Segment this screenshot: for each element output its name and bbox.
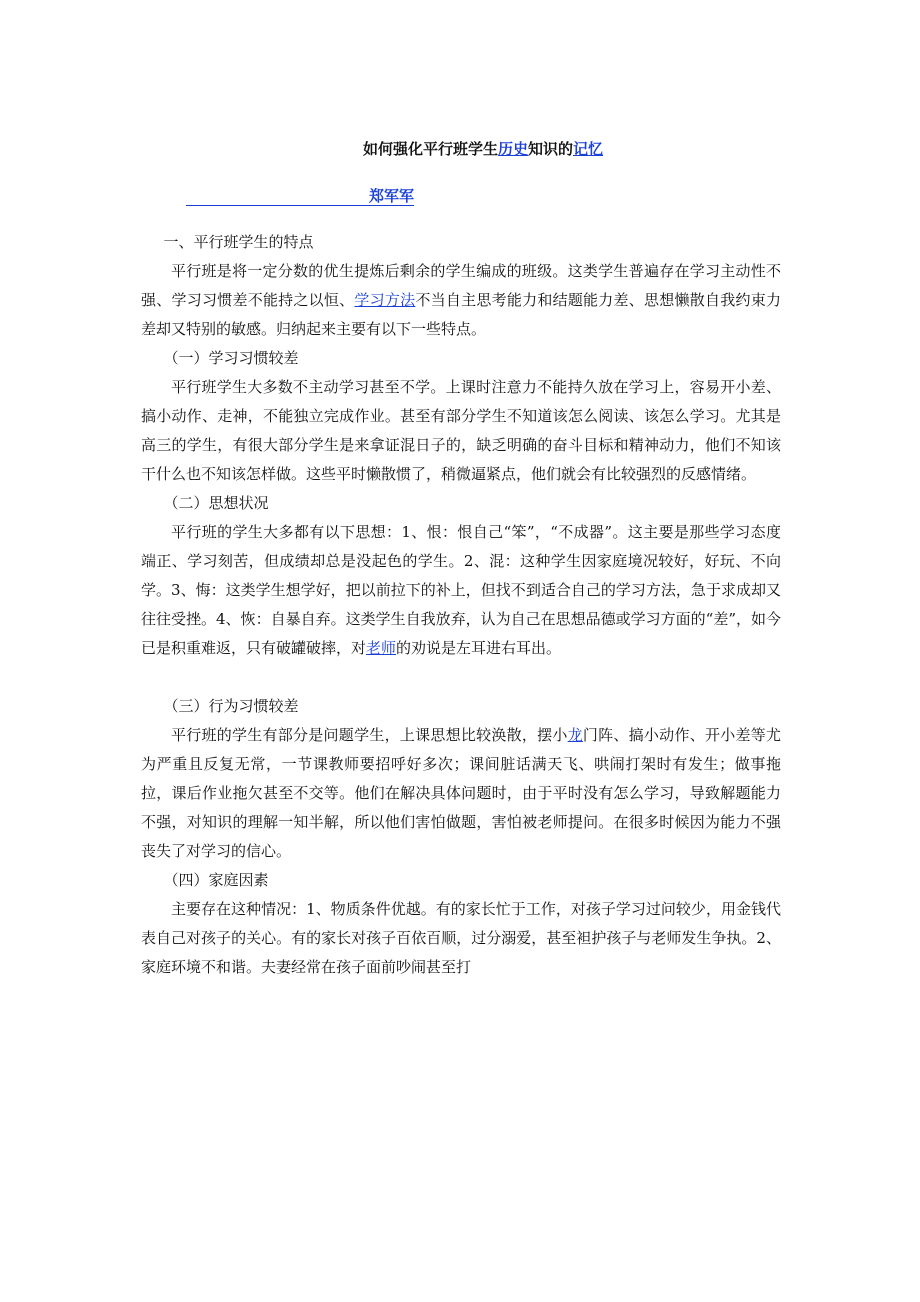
paragraph-text: 平行班的学生大多都有以下思想：1、恨：恨自己“笨”，“不成器”。这主要是那些学习态度端正、学习刻苦，但成绩却总是没起色的学生。2、混：这种学生因家庭境况较好，好玩、不向学。3、悔：这类学生想学好，把以前拉下的补上，但找不到适合自己的学习方法，急于求成却又往往受挫。4、恢：自暴自弃。这类学生自我放弃，认为自己在思想品德或学习方面的“差”，如今已是积重难返，只有破罐破摔，对: [141, 523, 781, 657]
paragraph: [141, 518, 781, 663]
study-method-link[interactable]: 学习方法: [354, 291, 416, 309]
paragraph: 主要存在这种情况：1、物质条件优越。有的家长忙于工作，对孩子学习过问较少，用金钱代表自己对孩子的关心。有的家长对孩子百依百顺，过分溺爱，甚至袒护孩子与老师发生争执。2、家庭环境不和谐。夫妻经常在孩子面前吵闹甚至打: [141, 900, 781, 976]
paragraph-text: 不当自主思考能力和结题能力差、思想懒散自我约束力差却又特别的敏感。归纳起来主要有以下一些特点。: [141, 291, 781, 338]
teacher-link[interactable]: 老师: [366, 639, 397, 657]
section-heading: 一、平行班学生的特点: [163, 233, 314, 251]
paragraph: [141, 721, 781, 866]
document-body: [141, 228, 781, 982]
subsection-heading: （四）家庭因素: [163, 871, 269, 889]
title-text-mid: 知识的: [528, 140, 574, 158]
spacer: [141, 663, 781, 692]
dragon-link[interactable]: 龙: [567, 726, 583, 744]
paragraph-text: 平行班的学生有部分是问题学生，上课思想比较涣散，摆小: [171, 726, 568, 744]
paragraph: 平行班学生大多数不主动学习甚至不学。上课时注意力不能持久放在学习上，容易开小差、搞小动作、走神，不能独立完成作业。甚至有部分学生不知道该怎么阅读、该怎么学习。尤其是高三的学生，有很大部分学生是来拿证混日子的，缺乏明确的奋斗目标和精神动力，他们不知该干什么也不知该怎样做。这些平时懒散惯了，稍微逼紧点，他们就会有比较强烈的反感情绪。: [141, 378, 781, 483]
paragraph-text: 门阵、搞小动作、开小差等尤为严重且反复无常，一节课教师要招呼好多次；课间脏话满天飞、哄闹打架时有发生；做事拖拉，课后作业拖欠甚至不交等。他们在解决具体问题时，由于平时没有怎么学习，导致解题能力不强，对知识的理解一知半解，所以他们害怕做题，害怕被老师提问。在很多时候因为能力不强丧失了对学习的信心。: [141, 726, 781, 860]
document-title: [0, 138, 920, 159]
author-link[interactable]: 郑军军: [186, 185, 414, 206]
subsection-heading: （三）行为习惯较差: [163, 697, 299, 715]
subsection-heading: （一）学习习惯较差: [163, 349, 299, 367]
paragraph: [141, 257, 781, 344]
paragraph-text: 平行班是将一定分数的优生提炼后剩余的学生编成的班级。这类学生普遍存在学习主动性不强、学习习惯差不能持之以恒、: [141, 262, 781, 309]
memory-link[interactable]: 记忆: [573, 140, 604, 158]
history-link[interactable]: 历史: [497, 140, 528, 158]
subsection-heading: （二）思想状况: [163, 494, 269, 512]
title-text: 如何强化平行班学生: [362, 140, 498, 158]
paragraph-text: 的劝说是左耳进右耳出。: [396, 639, 562, 657]
